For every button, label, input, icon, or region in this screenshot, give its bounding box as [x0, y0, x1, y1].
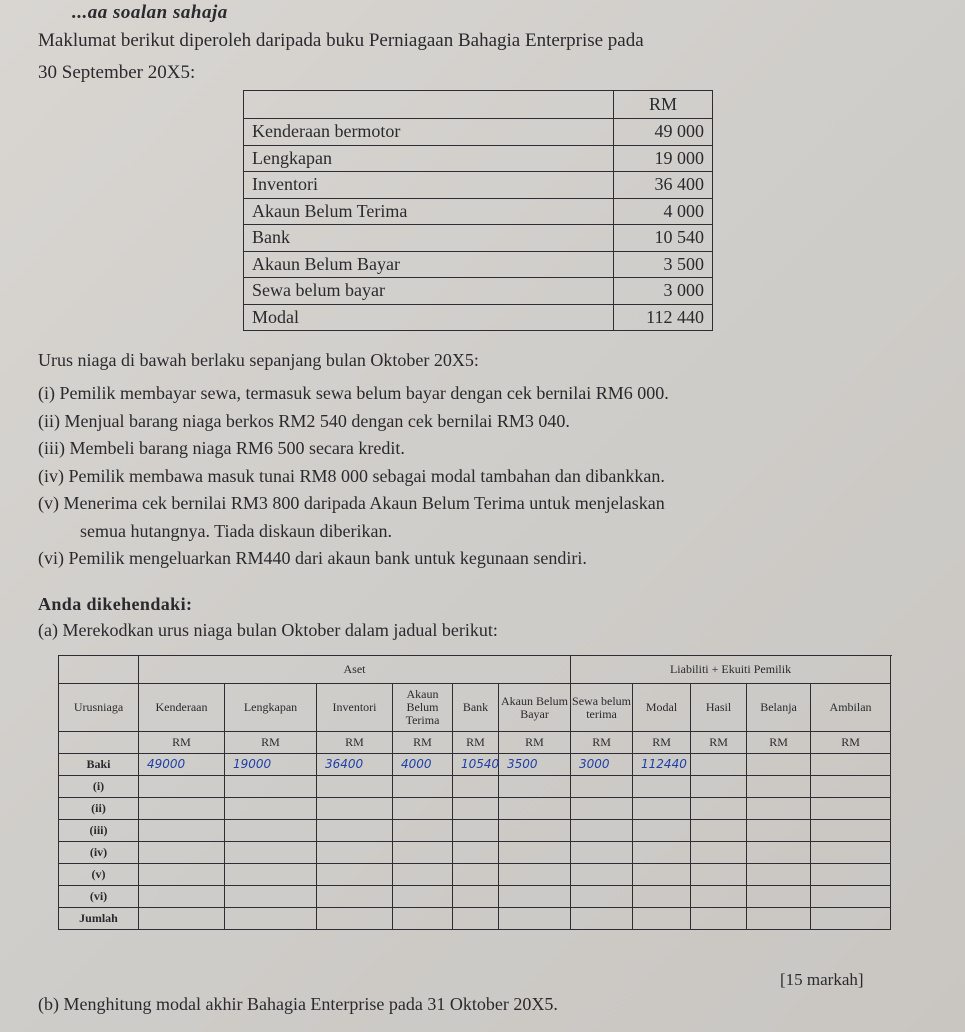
- blank-cell[interactable]: [571, 908, 633, 930]
- blank-cell[interactable]: [747, 754, 811, 776]
- blank-cell[interactable]: [453, 776, 499, 798]
- blank-cell[interactable]: [747, 886, 811, 908]
- blank-cell[interactable]: [499, 820, 571, 842]
- unit-cell: RM: [747, 732, 811, 754]
- table-row: [59, 842, 891, 864]
- blank-cell[interactable]: [633, 842, 691, 864]
- blank-cell[interactable]: [393, 820, 453, 842]
- balance-label: Kenderaan bermotor: [244, 119, 614, 146]
- balance-table: [243, 90, 713, 331]
- blank-cell[interactable]: [691, 798, 747, 820]
- row-label: Baki: [59, 754, 139, 776]
- balance-row: [244, 225, 713, 252]
- blank-cell[interactable]: [811, 886, 891, 908]
- transaction-item: (iv) Pemilik membawa masuk tunai RM8 000 sebagai modal tambahan dan dibankkan.: [38, 465, 665, 486]
- blank-cell[interactable]: [317, 908, 393, 930]
- page-header: ...aa soalan sahaja: [72, 2, 228, 23]
- col-kenderaan: Kenderaan: [139, 684, 225, 732]
- balance-label: Lengkapan: [244, 145, 614, 172]
- blank-cell[interactable]: [691, 820, 747, 842]
- blank-cell[interactable]: [393, 798, 453, 820]
- row-label: (vi): [59, 886, 139, 908]
- blank-cell[interactable]: [811, 820, 891, 842]
- task-part-a: (a) Merekodkan urus niaga bulan Oktober dalam jadual berikut:: [38, 620, 498, 640]
- balance-row: [244, 251, 713, 278]
- blank-cell[interactable]: [633, 886, 691, 908]
- blank-cell[interactable]: [139, 886, 225, 908]
- unit-cell: RM: [317, 732, 393, 754]
- handwritten-entry[interactable]: 10540: [453, 754, 499, 776]
- col-lengkapan: Lengkapan: [225, 684, 317, 732]
- blank-cell[interactable]: [453, 864, 499, 886]
- intro-line-1: Maklumat berikut diperoleh daripada buku Perniagaan Bahagia Enterprise pada: [38, 30, 644, 51]
- blank-cell[interactable]: [317, 820, 393, 842]
- col-urusniaga: Urusniaga: [59, 684, 139, 732]
- balance-row: [244, 119, 713, 146]
- handwritten-entry[interactable]: 36400: [317, 754, 393, 776]
- blank-cell[interactable]: [811, 908, 891, 930]
- unit-cell: RM: [139, 732, 225, 754]
- transaction-item-continued: semua hutangnya. Tiada diskaun diberikan.: [80, 520, 392, 541]
- blank-cell[interactable]: [453, 886, 499, 908]
- unit-cell: RM: [811, 732, 891, 754]
- blank-cell[interactable]: [453, 798, 499, 820]
- blank-cell[interactable]: [139, 842, 225, 864]
- blank-cell[interactable]: [139, 776, 225, 798]
- table-row: [59, 820, 891, 842]
- balance-label: Bank: [244, 225, 614, 252]
- blank-cell[interactable]: [225, 820, 317, 842]
- blank-cell[interactable]: [811, 842, 891, 864]
- blank-cell[interactable]: [571, 776, 633, 798]
- balance-amount: 112 440: [614, 304, 713, 331]
- blank-cell[interactable]: [691, 842, 747, 864]
- unit-cell: RM: [571, 732, 633, 754]
- group-aset: Aset: [139, 656, 571, 684]
- blank-cell[interactable]: [317, 886, 393, 908]
- blank-cell[interactable]: [225, 798, 317, 820]
- transaction-item: (i) Pemilik membayar sewa, termasuk sewa belum bayar dengan cek bernilai RM6 000.: [38, 383, 669, 403]
- task-heading: Anda dikehendaki:: [38, 594, 193, 614]
- accounting-equation-table: [58, 655, 891, 930]
- task-part-b: (b) Menghitung modal akhir Bahagia Enterprise pada 31 Oktober 20X5.: [38, 994, 558, 1014]
- blank-cell[interactable]: [317, 798, 393, 820]
- table-row: [59, 864, 891, 886]
- marks-label: [15 markah]: [780, 970, 864, 989]
- balance-amount: 3 000: [614, 278, 713, 305]
- col-hasil: Hasil: [691, 684, 747, 732]
- balance-label: Inventori: [244, 172, 614, 199]
- blank-cell[interactable]: [633, 776, 691, 798]
- col-inventori: Inventori: [317, 684, 393, 732]
- blank-cell[interactable]: [225, 842, 317, 864]
- col-sewa-belum-terima: Sewa belum terima: [571, 684, 633, 732]
- blank-cell[interactable]: [691, 886, 747, 908]
- blank-cell[interactable]: [633, 820, 691, 842]
- unit-cell: RM: [453, 732, 499, 754]
- balance-row: [244, 198, 713, 225]
- unit-cell: RM: [633, 732, 691, 754]
- table-row-jumlah: [59, 908, 891, 930]
- row-label: (v): [59, 864, 139, 886]
- handwritten-entry[interactable]: 3000: [571, 754, 633, 776]
- blank-cell[interactable]: [139, 864, 225, 886]
- handwritten-entry[interactable]: 19000: [225, 754, 317, 776]
- blank-cell[interactable]: [811, 776, 891, 798]
- balance-label: Akaun Belum Bayar: [244, 251, 614, 278]
- unit-row: [59, 732, 891, 754]
- blank-cell[interactable]: [747, 776, 811, 798]
- col-belanja: Belanja: [747, 684, 811, 732]
- unit-cell: RM: [225, 732, 317, 754]
- col-ambilan: Ambilan: [811, 684, 891, 732]
- row-label: (i): [59, 776, 139, 798]
- blank-cell[interactable]: [317, 864, 393, 886]
- blank-cell[interactable]: [453, 820, 499, 842]
- blank-cell[interactable]: [811, 864, 891, 886]
- blank-cell[interactable]: [691, 908, 747, 930]
- transaction-item: (vi) Pemilik mengeluarkan RM440 dari akaun bank untuk kegunaan sendiri.: [38, 548, 587, 568]
- blank-cell[interactable]: [691, 754, 747, 776]
- row-label: (ii): [59, 798, 139, 820]
- blank-cell[interactable]: [225, 886, 317, 908]
- blank-cell[interactable]: [747, 864, 811, 886]
- blank-cell[interactable]: [571, 864, 633, 886]
- blank-cell[interactable]: [811, 798, 891, 820]
- balance-amount: 19 000: [614, 145, 713, 172]
- blank-cell[interactable]: [571, 798, 633, 820]
- blank-cell[interactable]: [499, 886, 571, 908]
- blank-cell[interactable]: [139, 908, 225, 930]
- table-row: [59, 798, 891, 820]
- handwritten-entry[interactable]: 3500: [499, 754, 571, 776]
- header-blank: [59, 656, 139, 684]
- blank-cell[interactable]: [499, 798, 571, 820]
- blank-cell[interactable]: [393, 842, 453, 864]
- blank-cell[interactable]: [225, 908, 317, 930]
- blank-cell[interactable]: [747, 908, 811, 930]
- blank-cell[interactable]: [139, 798, 225, 820]
- col-akaun-belum-bayar: Akaun Belum Bayar: [499, 684, 571, 732]
- group-liabiliti-ekuiti: Liabiliti + Ekuiti Pemilik: [571, 656, 891, 684]
- table-row: [59, 776, 891, 798]
- transaction-item: (ii) Menjual barang niaga berkos RM2 540 dengan cek bernilai RM3 040.: [38, 410, 570, 431]
- col-modal: Modal: [633, 684, 691, 732]
- blank-cell[interactable]: [139, 820, 225, 842]
- blank-cell[interactable]: [633, 908, 691, 930]
- balance-row: [244, 145, 713, 172]
- blank-cell[interactable]: [317, 776, 393, 798]
- blank-cell[interactable]: [453, 842, 499, 864]
- blank-cell[interactable]: [811, 754, 891, 776]
- blank-cell[interactable]: [571, 886, 633, 908]
- unit-cell: RM: [393, 732, 453, 754]
- row-label: Jumlah: [59, 908, 139, 930]
- row-label: (iii): [59, 820, 139, 842]
- balance-amount: 3 500: [614, 251, 713, 278]
- blank-cell[interactable]: [393, 886, 453, 908]
- blank-cell[interactable]: [747, 798, 811, 820]
- blank-cell[interactable]: [499, 776, 571, 798]
- blank-cell[interactable]: [393, 864, 453, 886]
- blank-cell[interactable]: [633, 798, 691, 820]
- balance-currency: RM: [614, 91, 713, 119]
- unit-cell: RM: [691, 732, 747, 754]
- row-label: (iv): [59, 842, 139, 864]
- blank-cell[interactable]: [225, 776, 317, 798]
- blank-cell[interactable]: [747, 820, 811, 842]
- blank-cell[interactable]: [225, 864, 317, 886]
- transaction-item: (v) Menerima cek bernilai RM3 800 daripada Akaun Belum Terima untuk menjelaskan: [38, 493, 665, 513]
- blank-cell[interactable]: [499, 864, 571, 886]
- balance-row: [244, 304, 713, 331]
- transaction-item: (iii) Membeli barang niaga RM6 500 secara kredit.: [38, 438, 405, 458]
- blank-cell[interactable]: [633, 864, 691, 886]
- handwritten-entry[interactable]: 4000: [393, 754, 453, 776]
- balance-blank-cell: [244, 91, 614, 119]
- blank-cell[interactable]: [571, 820, 633, 842]
- blank-cell[interactable]: [453, 908, 499, 930]
- blank-cell[interactable]: [393, 776, 453, 798]
- col-bank: Bank: [453, 684, 499, 732]
- blank-cell[interactable]: [571, 842, 633, 864]
- col-akaun-belum-terima: Akaun Belum Terima: [393, 684, 453, 732]
- blank-cell[interactable]: [393, 908, 453, 930]
- table-row-baki: [59, 754, 891, 776]
- blank-cell[interactable]: [499, 842, 571, 864]
- balance-label: Sewa belum bayar: [244, 278, 614, 305]
- balance-label: Akaun Belum Terima: [244, 198, 614, 225]
- transactions-title: Urus niaga di bawah berlaku sepanjang bulan Oktober 20X5:: [38, 350, 479, 370]
- blank-cell[interactable]: [691, 776, 747, 798]
- balance-row: [244, 278, 713, 305]
- balance-amount: 4 000: [614, 198, 713, 225]
- balance-amount: 49 000: [614, 119, 713, 146]
- blank-cell[interactable]: [691, 864, 747, 886]
- unit-blank: [59, 732, 139, 754]
- balance-amount: 36 400: [614, 172, 713, 199]
- blank-cell[interactable]: [499, 908, 571, 930]
- transactions-list: [38, 380, 669, 573]
- balance-row: [244, 172, 713, 199]
- blank-cell[interactable]: [317, 842, 393, 864]
- handwritten-entry[interactable]: 112440: [633, 754, 691, 776]
- table-row: [59, 886, 891, 908]
- balance-amount: 10 540: [614, 225, 713, 252]
- intro-line-2: 30 September 20X5:: [38, 62, 196, 83]
- handwritten-entry[interactable]: 49000: [139, 754, 225, 776]
- balance-label: Modal: [244, 304, 614, 331]
- blank-cell[interactable]: [747, 842, 811, 864]
- unit-cell: RM: [499, 732, 571, 754]
